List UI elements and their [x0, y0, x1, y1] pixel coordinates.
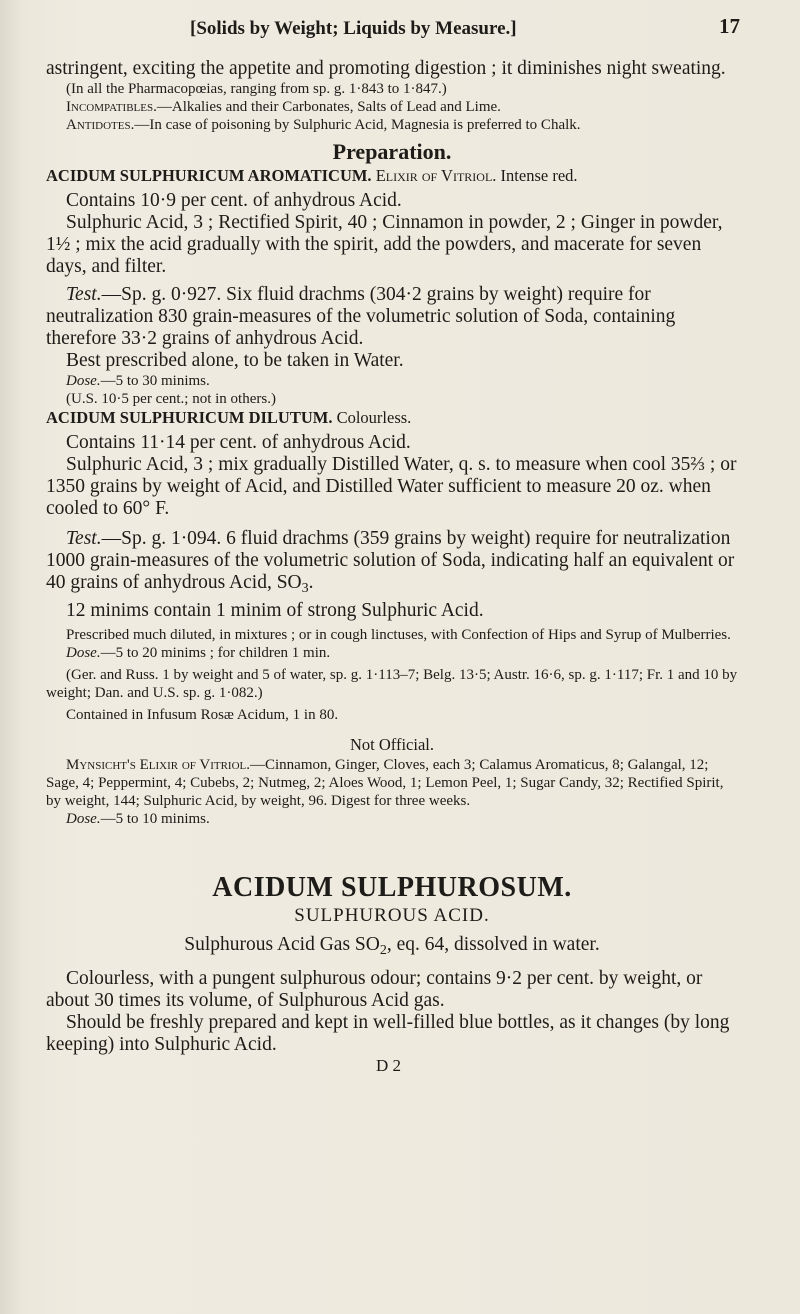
mynsicht-dose-label: Dose.	[66, 811, 101, 827]
antidotes-label: Antidotes.	[66, 117, 135, 133]
dilutum-colour: Colourless.	[336, 408, 412, 427]
so3-end: .	[308, 572, 314, 593]
sulphurosum-storage: Should be freshly prepared and kept in well-filled blue bottles, as it changes (by long keeping) into Sulphuric Acid.	[46, 1012, 730, 1055]
aromaticum-dose-text: —5 to 30 minims.	[100, 373, 210, 389]
dilutum-infusum: Contained in Infusum Rosæ Acidum, 1 in 80.	[66, 707, 339, 723]
running-head	[190, 14, 740, 44]
mynsicht-elixir	[46, 756, 738, 810]
dilutum-contains: Contains 11·14 per cent. of anhydrous Acid.	[66, 432, 411, 453]
aromaticum-us-note: (U.S. 10·5 per cent.; not in others.)	[66, 391, 276, 407]
aromaticum-dose-label: Dose.	[66, 373, 101, 389]
body-text	[46, 58, 738, 1076]
dilutum-test-label: Test.	[66, 528, 102, 549]
dilutum-prescribed: Prescribed much diluted, in mixtures ; or in cough linctuses, with Confection of Hips and Syrup of Mulberries.	[66, 627, 731, 643]
so2-subscript: 2	[379, 943, 387, 958]
aromaticum-name: ACIDUM SULPHURICUM AROMATICUM.	[46, 166, 372, 185]
signature-mark: D 2	[376, 1056, 402, 1075]
aromaticum-test-label: Test.	[66, 284, 102, 305]
sulphurosum-gas	[46, 934, 738, 962]
aromaticum-alias: Elixir of Vitriol.	[375, 166, 497, 185]
aromaticum-colour: Intense red.	[500, 166, 578, 185]
antidotes-text: —In case of poisoning by Sulphuric Acid, Magnesia is preferred to Chalk.	[134, 117, 581, 133]
mynsicht-label: Mynsicht's Elixir of Vitriol.	[66, 757, 250, 773]
antidotes-note	[46, 116, 738, 134]
sulphurosum-heading: ACIDUM SULPHUROSUM.	[212, 872, 572, 903]
dilutum-dose-label: Dose.	[66, 645, 101, 661]
aromaticum-test-text: —Sp. g. 0·927. Six fluid drachms (304·2 grains by weight) require for neutralization 830 grain-measures of the volumetric solution of Soda, containing therefore 33·2 grains of anhydrous Acid.	[46, 284, 676, 349]
so3-subscript: 3	[301, 581, 309, 596]
aromaticum-title	[46, 166, 738, 186]
sulphurosum-subheading: SULPHUROUS ACID.	[294, 905, 490, 926]
dilutum-minims: 12 minims contain 1 minim of strong Sulphuric Acid.	[66, 600, 484, 621]
dilutum-test-text: —Sp. g. 1·094. 6 fluid drachms (359 grains by weight) require for neutralization 1000 grain-measures of the volumetric solution of Soda, indicating half an equivalent or 40 grains of anhydrous Acid, SO	[46, 528, 735, 593]
aromaticum-dose	[46, 372, 738, 390]
running-head-title: [Solids by Weight; Liquids by Measure.]	[190, 18, 517, 39]
pharmacopoeias-note: (In all the Pharmacopœias, ranging from sp. g. 1·843 to 1·847.)	[66, 81, 447, 97]
intro-paragraph: astringent, exciting the appetite and promoting digestion ; it diminishes night sweating.	[46, 58, 726, 79]
sulphurosum-description: Colourless, with a pungent sulphurous odour; contains 9·2 per cent. by weight, or about 30 times its volume, of Sulphurous Acid gas.	[46, 968, 703, 1011]
aromaticum-best: Best prescribed alone, to be taken in Water.	[66, 350, 404, 371]
dilutum-test	[46, 528, 738, 600]
aromaticum-test	[46, 284, 738, 350]
aromaticum-contains: Contains 10·9 per cent. of anhydrous Acid.	[66, 190, 402, 211]
dilutum-dose	[46, 644, 738, 662]
mynsicht-dose	[46, 810, 738, 828]
incompatibles-label: Incompatibles.	[66, 99, 157, 115]
dilutum-name: ACIDUM SULPHURICUM DILUTUM.	[46, 408, 333, 427]
not-official-heading: Not Official.	[349, 735, 434, 754]
mynsicht-text: —Cinnamon, Ginger, Cloves, each 3; Calamus Aromaticus, 8; Galangal, 12; Sage, 4; Peppermint, 4; Cubebs, 2; Nutmeg, 2; Aloes Wood, 1; Lemon Peel, 1; Sugar Candy, 32; Rectified Spirit, by weight, 144; Sulphuric Acid, by weight, 96. Digest for three weeks.	[46, 757, 724, 809]
mynsicht-dose-text: —5 to 10 minims.	[100, 811, 210, 827]
aromaticum-recipe: Sulphuric Acid, 3 ; Rectified Spirit, 40 ; Cinnamon in powder, 2 ; Ginger in powder, 1½ ; mix the acid gradually with the spirit, add the powders, and macerate for seven days, and filter.	[46, 212, 723, 277]
dilutum-dose-text: —5 to 20 minims ; for children 1 min.	[100, 645, 331, 661]
gas-text-a: Sulphurous Acid Gas SO	[184, 934, 380, 955]
page-number: 17	[719, 14, 740, 38]
dilutum-pharmacopoeia-note: (Ger. and Russ. 1 by weight and 5 of water, sp. g. 1·113–7; Belg. 13·5; Austr. 16·6, sp. g. 1·117; Fr. 1 and 10 by weight; Dan. and U.S. sp. g. 1·082.)	[46, 667, 738, 701]
preparation-heading: Preparation.	[332, 139, 452, 164]
incompatibles-text: —Alkalies and their Carbonates, Salts of Lead and Lime.	[156, 99, 501, 115]
dilutum-recipe: Sulphuric Acid, 3 ; mix gradually Distilled Water, q. s. to measure when cool 35⅔ ; or 1350 grains by weight of Acid, and Distilled Water sufficient to measure 20 oz. when cooled to 60° F.	[46, 454, 737, 519]
dilutum-title	[46, 408, 738, 428]
gas-text-b: , eq. 64, dissolved in water.	[386, 934, 600, 955]
incompatibles-note	[46, 98, 738, 116]
